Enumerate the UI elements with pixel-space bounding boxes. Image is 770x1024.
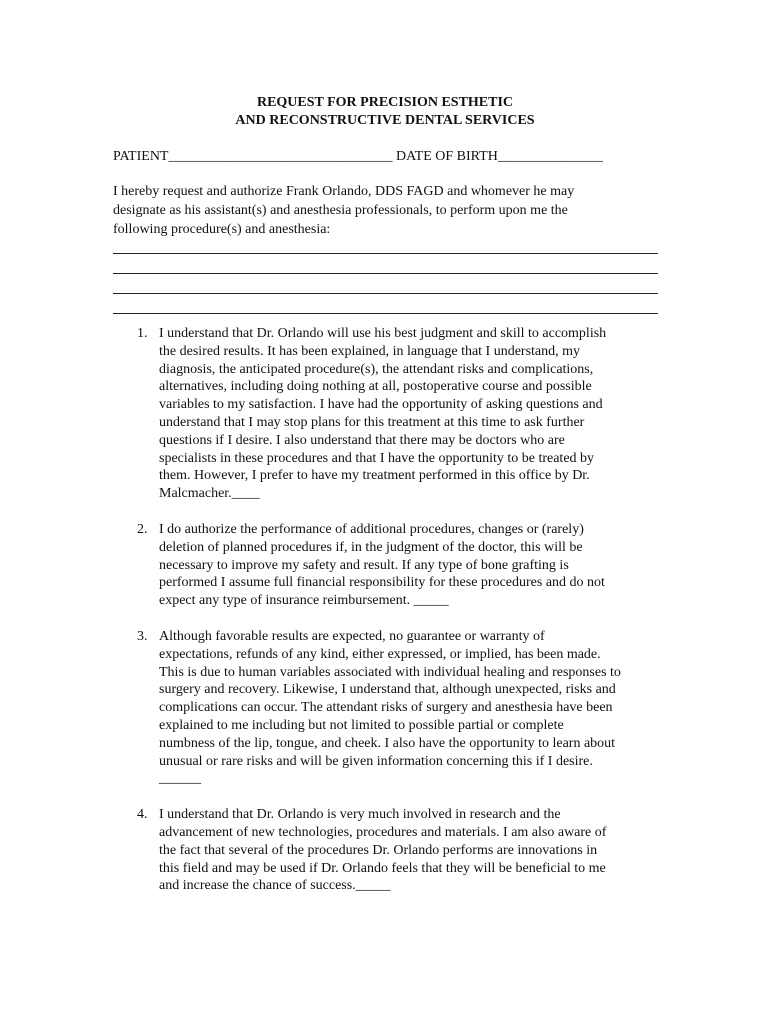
item-number: 1. xyxy=(137,326,148,341)
item-text-line: this field and may be used if Dr. Orlando feels that they will be beneficial to me xyxy=(159,860,606,876)
item-text-line: the desired results. It has been explained, in language that I understand, my xyxy=(159,343,581,359)
authorization-statement xyxy=(113,182,658,239)
item-text-line: surgery and recovery. Likewise, I understand that, although unexpected, risks and xyxy=(159,682,616,698)
item-number: 4. xyxy=(137,807,148,823)
item-text-line: expect any type of insurance reimbursement. _____ xyxy=(159,593,449,609)
consent-item xyxy=(113,521,658,610)
item-text-line: Although favorable results are expected, no guarantee or warranty of xyxy=(159,628,545,644)
intro-line-3: following procedure(s) and anesthesia: xyxy=(113,222,331,237)
item-text-line: expectations, refunds of any kind, either expressed, or implied, has been made. xyxy=(159,646,601,662)
item-text-line: specialists in these procedures and that I have the opportunity to be treated by xyxy=(159,450,595,466)
blank-line xyxy=(113,274,658,294)
intro-line-1: I hereby request and authorize Frank Orlando, DDS FAGD and whomever he may xyxy=(113,184,575,199)
blank-line xyxy=(113,294,658,314)
item-number: 2. xyxy=(137,521,148,537)
title-line-1: REQUEST FOR PRECISION ESTHETIC xyxy=(256,95,514,110)
item-text-line: This is due to human variables associated with individual healing and responses to xyxy=(159,664,621,680)
item-text-line: numbness of the lip, tongue, and cheek. I also have the opportunity to learn about xyxy=(159,735,616,751)
item-text-line: questions if I desire. I also understand that there may be doctors who are xyxy=(159,432,565,448)
item-text-line: necessary to improve my safety and result. If any type of bone grafting is xyxy=(159,557,569,573)
item-text-line: advancement of new technologies, procedures and materials. I am also aware of xyxy=(159,824,607,840)
patient-dob-row: PATIENT________________________________ DATE OF BIRTH_______________ xyxy=(113,149,603,164)
title-line-2: AND RECONSTRUCTIVE DENTAL SERVICES xyxy=(235,113,535,128)
consent-item xyxy=(113,325,658,503)
item-text-line: diagnosis, the anticipated procedure(s), the attendant risks and complications, xyxy=(159,361,594,377)
item-text-line: I understand that Dr. Orlando will use his best judgment and skill to accomplish xyxy=(159,326,607,341)
blank-line xyxy=(113,238,658,254)
item-text-line: alternatives, including doing nothing at all, postoperative course and possible xyxy=(159,379,592,395)
form-title xyxy=(0,94,770,130)
item-text xyxy=(159,806,658,895)
item-text-line: I understand that Dr. Orlando is very much involved in research and the xyxy=(159,807,561,823)
item-text-line: I do authorize the performance of additional procedures, changes or (rarely) xyxy=(159,521,584,537)
item-text-line: and increase the chance of success._____ xyxy=(159,878,391,894)
item-text-line: performed I assume full financial responsibility for these procedures and do not xyxy=(159,575,605,591)
item-text-line: understand that I may stop plans for this treatment at this time to ask further xyxy=(159,414,585,430)
intro-line-2: designate as his assistant(s) and anesthesia professionals, to perform upon me the xyxy=(113,203,568,218)
blank-line xyxy=(113,254,658,274)
item-text xyxy=(159,628,658,788)
item-number: 3. xyxy=(137,628,148,644)
item-text-line: the fact that several of the procedures Dr. Orlando performs are innovations in xyxy=(159,842,598,858)
item-text-line: ______ xyxy=(159,771,201,787)
item-text-line: unusual or rare risks and will be given information concerning this if I desire. xyxy=(159,753,593,769)
procedure-blank-lines xyxy=(113,238,658,314)
item-text-line: deletion of planned procedures if, in the judgment of the doctor, this will be xyxy=(159,539,583,555)
item-text-line: explained to me including but not limited to possible partial or complete xyxy=(159,717,564,733)
item-text-line: them. However, I prefer to have my treatment performed in this office by Dr. xyxy=(159,468,590,484)
consent-items-list xyxy=(113,325,658,913)
consent-item xyxy=(113,806,658,895)
item-text-line: complications can occur. The attendant risks of surgery and anesthesia have been xyxy=(159,700,613,716)
item-text-line: Malcmacher.____ xyxy=(159,486,260,502)
item-text-line: variables to my satisfaction. I have had the opportunity of asking questions and xyxy=(159,397,603,413)
consent-item xyxy=(113,628,658,788)
item-text xyxy=(159,521,658,610)
item-text xyxy=(159,325,658,503)
